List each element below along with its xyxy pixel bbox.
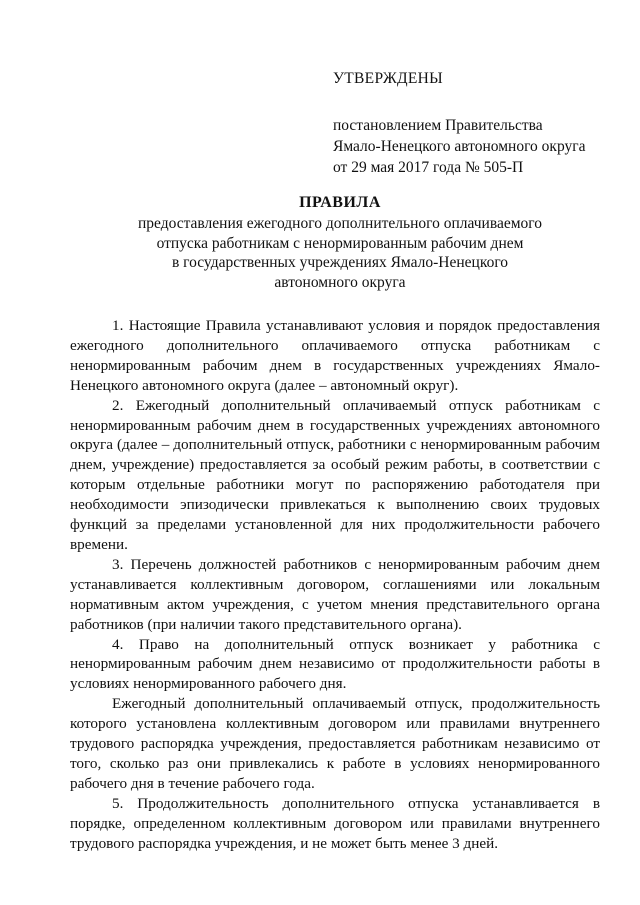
document-subtitle-line: в государственных учреждениях Ямало-Ненецкого bbox=[171, 254, 509, 271]
paragraph-4: 4. Право на дополнительный отпуск возникает у работника с ненормированным рабочим днем независимо от продолжительности работы в условиях ненормированного рабочего дня. bbox=[70, 635, 600, 693]
paragraph-4-continued: Ежегодный дополнительный оплачиваемый отпуск, продолжительность которого установлена коллективным договором или правилами внутреннего трудового распорядка учреждения, предоставляется работникам независимо от того, сколько раз они привлекались к работе в условиях ненормированного рабочего дня в течение рабочего года. bbox=[70, 695, 600, 792]
approval-stamp bbox=[333, 70, 585, 178]
document-subtitle-line: автономного округа bbox=[274, 273, 406, 291]
document-title-block bbox=[100, 192, 580, 292]
approval-line: Ямало-Ненецкого автономного округа bbox=[333, 138, 586, 155]
paragraph-2: 2. Ежегодный дополнительный оплачиваемый отпуск работникам с ненормированным рабочим днем в государственных учреждениях автономного округа (далее – дополнительный отпуск, работники с ненормированным рабочим днем, учреждение) предоставляется за особый режим работы, в соответствии с которым отдельные работники могут по распоряжению работодателя при необходимости эпизодически привлекаться к выполнению своих трудовых функций за пределами установленной для них продолжительности рабочего времени. bbox=[70, 396, 600, 553]
document-title: ПРАВИЛА bbox=[299, 194, 381, 211]
paragraph-5: 5. Продолжительность дополнительного отпуска устанавливается в порядке, определенном коллективным договором или правилами внутреннего трудового распорядка учреждения, и не может быть менее 3 дней. bbox=[70, 794, 600, 852]
document-subtitle-line: предоставления ежегодного дополнительного оплачиваемого bbox=[137, 215, 543, 232]
document-subtitle-line: отпуска работникам с ненормированным рабочим днем bbox=[156, 234, 524, 252]
paragraph-3: 3. Перечень должностей работников с ненормированным рабочим днем устанавливается коллективным договором, соглашениями или локальным нормативным актом учреждения, с учетом мнения представительного органа работников (при наличии такого представительного органа). bbox=[70, 555, 600, 633]
paragraph-1: 1. Настоящие Правила устанавливают условия и порядок предоставления ежегодного дополнительного оплачиваемого отпуска работникам с ненормированным рабочим днем в государственных учреждениях Ямало-Ненецкого автономного округа (далее – автономный округ). bbox=[70, 317, 600, 394]
approval-line: постановлением Правительства bbox=[333, 117, 543, 134]
approval-heading: УТВЕРЖДЕНЫ bbox=[333, 70, 443, 87]
document-body bbox=[70, 316, 600, 853]
approval-line: от 29 мая 2017 года № 505-П bbox=[333, 159, 524, 176]
